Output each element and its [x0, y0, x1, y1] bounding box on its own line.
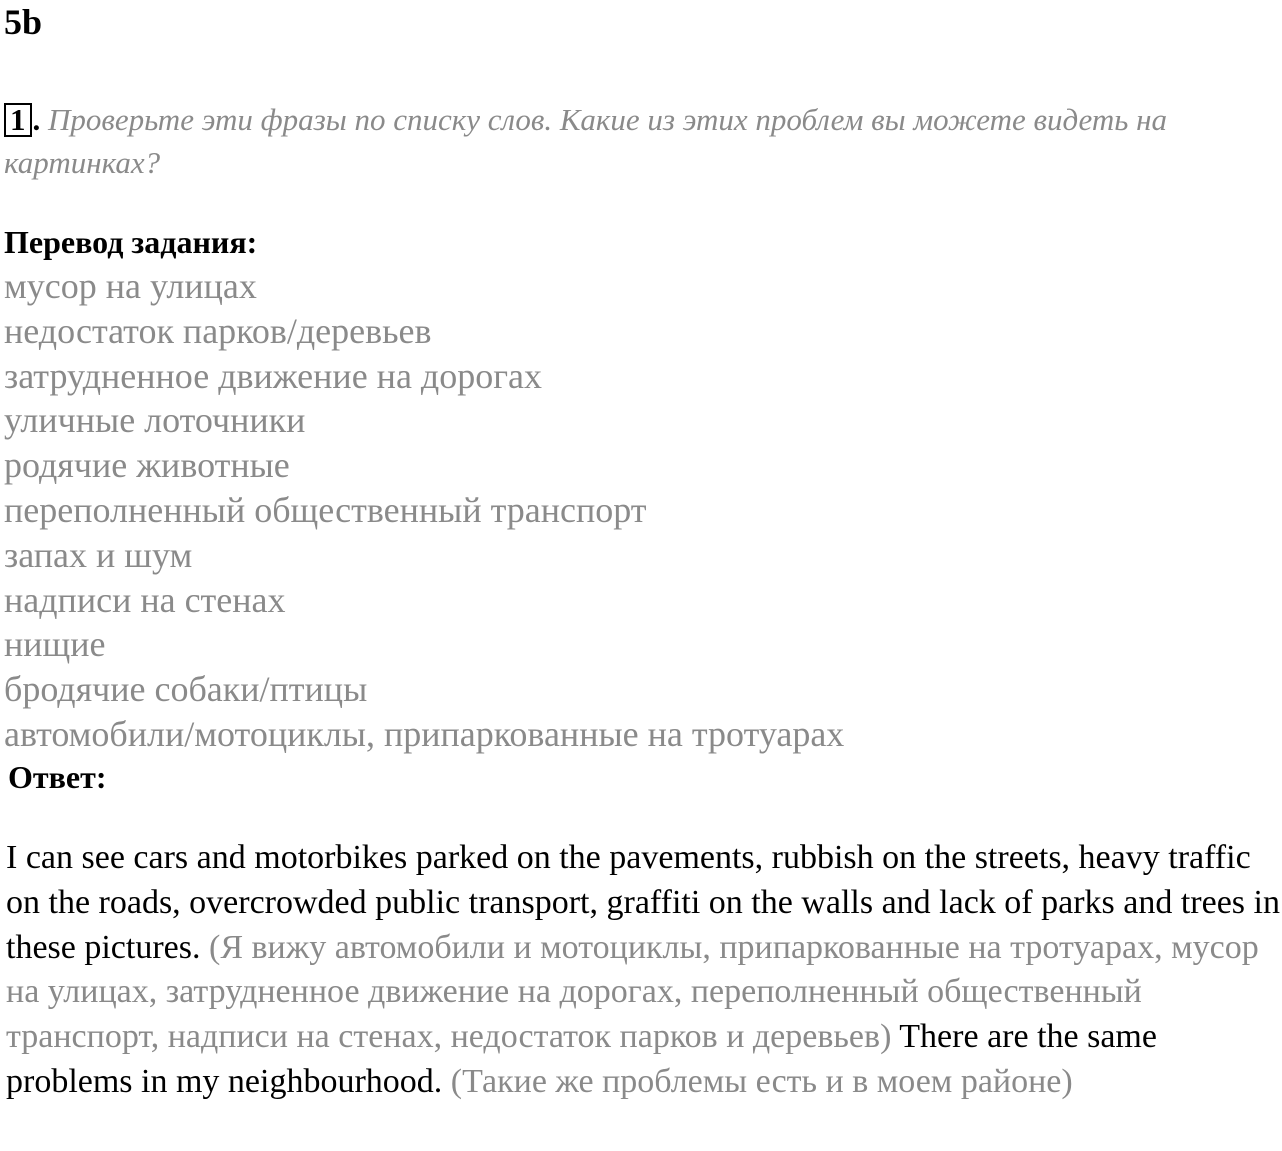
list-item: родячие животные [4, 445, 290, 486]
list-item: недостаток парков/деревьев [4, 310, 432, 351]
list-item: мусор на улицах [4, 266, 257, 306]
answer-heading: Ответ: [8, 759, 107, 795]
task-number-dot: . [32, 102, 41, 137]
list-item: бродячие собаки/птицы [4, 669, 368, 710]
section-heading: 5b [4, 2, 43, 42]
answer-english-1: I can see cars and motorbikes parked on the pavements, rubbish on the streets, heavy traffic on the roads, overcrowded public transport, graffiti on the walls and lack of parks and trees in these pictures. [6, 839, 1280, 966]
answer-russian-1: (Я вижу автомобили и мотоциклы, припаркованные на тротуарах, мусор на улицах, затрудненное движение на дорогах, переполненный общественный транспорт, надписи на стенах, недостаток парков и деревьев) [6, 928, 1259, 1056]
list-item: нищие [4, 624, 106, 665]
list-item: запах и шум [4, 534, 193, 575]
list-item: надписи на стенах [4, 579, 286, 620]
list-item: затрудненное движение на дорогах [4, 355, 542, 396]
translation-heading: Перевод задания: [4, 224, 258, 260]
phrase-list [4, 264, 844, 757]
answer-paragraph [6, 836, 1282, 1105]
list-item: уличные лоточники [4, 400, 306, 441]
task-instruction [4, 98, 1279, 184]
answer-russian-2: (Такие же проблемы есть и в моем районе) [450, 1062, 1073, 1100]
task-number-badge: 1 [4, 103, 32, 137]
task-instruction-text: Проверьте эти фразы по списку слов. Какие из этих проблем вы можете видеть на картинках? [4, 102, 1168, 180]
list-item: автомобили/мотоциклы, припаркованные на тротуарах [4, 713, 845, 754]
answer-english-2: There are the same problems in my neighbourhood. [6, 1018, 1157, 1100]
list-item: переполненный общественный транспорт [4, 489, 647, 530]
